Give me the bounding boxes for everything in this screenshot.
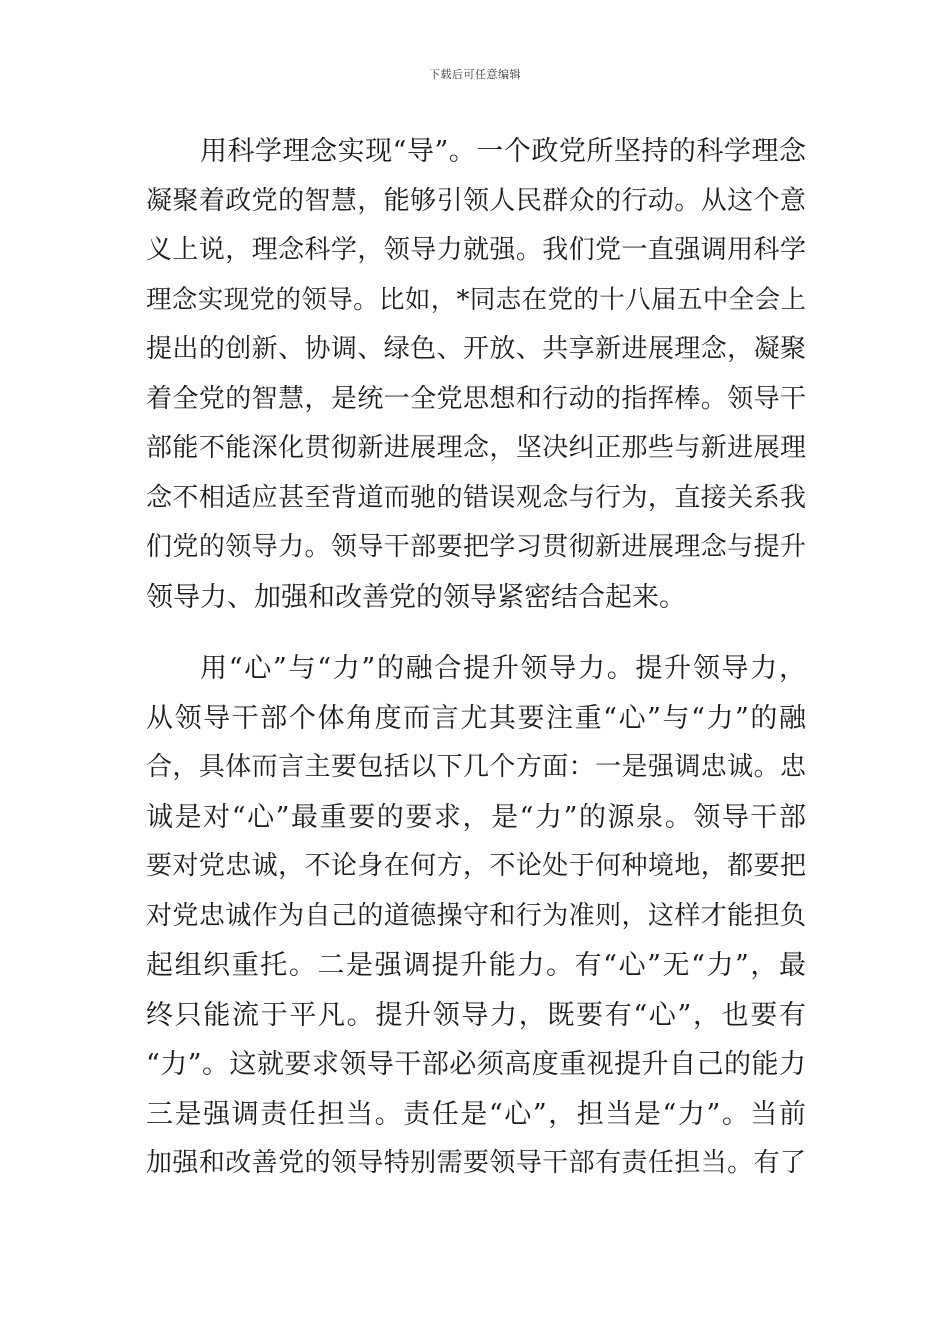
paragraph-line: 合，具体而言主要包括以下几个方面：一是强调忠诚。忠 (146, 752, 806, 782)
paragraph-line: 从领导干部个体角度而言尤其要注重“心”与“力”的融 (146, 702, 806, 734)
paragraph-line: 凝聚着政党的智慧，能够引领人民群众的行动。从这个意 (146, 185, 806, 216)
paragraph-line: 着全党的智慧，是统一全党思想和行动的指挥棒。领导干 (146, 383, 806, 414)
paragraph-line: 用“心”与“力”的融合提升领导力。提升领导力， (200, 653, 806, 684)
paragraph-line: 对党忠诚作为自己的道德操守和行为准则，这样才能担负 (146, 900, 806, 931)
paragraph-scientific-concepts (146, 127, 806, 622)
paragraph-line: 三是强调责任担当。责任是“心”，担当是“力”。当前 (146, 1098, 806, 1130)
paragraph-line: 部能不能深化贯彻新进展理念，坚决纠正那些与新进展理 (146, 433, 806, 463)
paragraph-line: 理念实现党的领导。比如，*同志在党的十八届五中全会上 (146, 284, 806, 315)
paragraph-line: 起组织重托。二是强调提升能力。有“心”无“力”，最 (146, 950, 806, 981)
paragraph-line: 终只能流于平凡。提升领导力，既要有“心”，也要有 (146, 999, 806, 1031)
paragraph-line: 们党的领导力。领导干部要把学习贯彻新进展理念与提升 (146, 532, 806, 562)
paragraph-line: 加强和改善党的领导特别需要领导干部有责任担当。有了 (146, 1148, 806, 1178)
paragraph-line: 念不相适应甚至背道而驰的错误观念与行为，直接关系我 (146, 482, 806, 513)
paragraph-line: 义上说，理念科学，领导力就强。我们党一直强调用科学 (146, 235, 806, 265)
paragraph-line: 领导力、加强和改善党的领导紧密结合起来。 (146, 581, 686, 613)
paragraph-line: 用科学理念实现“导”。一个政党所坚持的科学理念 (200, 136, 806, 167)
paragraph-line: 提出的创新、协调、绿色、开放、共享新进展理念，凝聚 (146, 334, 806, 364)
paragraph-line: “力”。这就要求领导干部必须高度重视提升自己的能力 (146, 1049, 806, 1080)
paragraph-line: 诚是对“心”最重要的要求，是“力”的源泉。领导干部 (146, 801, 806, 833)
page-header: 下载后可任意编辑 (429, 68, 521, 81)
paragraph-line: 要对党忠诚，不论身在何方，不论处于何种境地，都要把 (146, 851, 806, 881)
paragraph-heart-and-strength (146, 644, 806, 1189)
